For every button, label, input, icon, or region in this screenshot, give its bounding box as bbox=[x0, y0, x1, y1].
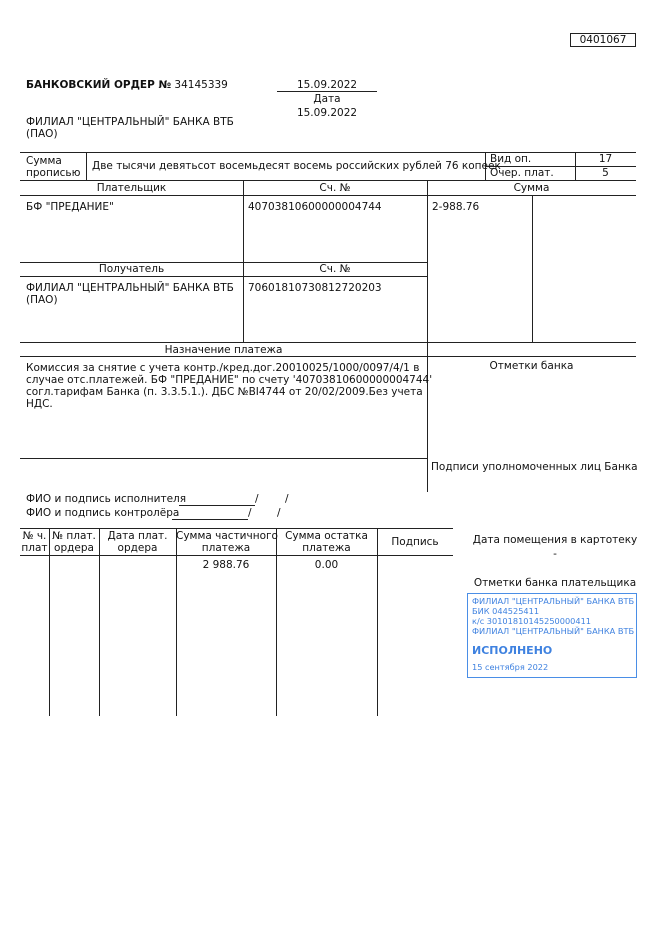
title-label: БАНКОВСКИЙ ОРДЕР № bbox=[26, 79, 172, 91]
grid-line bbox=[20, 555, 453, 556]
grid-line bbox=[20, 528, 453, 529]
header-line: платежа bbox=[302, 542, 351, 554]
purpose-header: Назначение платежа bbox=[164, 344, 283, 356]
grid-line bbox=[20, 180, 636, 181]
amount-words-value: Две тысячи девятьсот восемьдесят восемь российских рублей 76 копеек bbox=[92, 160, 501, 172]
priority-value: 5 bbox=[602, 167, 609, 179]
col-header-part-no bbox=[20, 530, 49, 554]
executor-signature bbox=[26, 493, 186, 505]
stamp-bank-name-2: ФИЛИАЛ "ЦЕНТРАЛЬНЫЙ" БАНКА ВТБ bbox=[472, 626, 635, 636]
controller-signature bbox=[26, 507, 179, 519]
grid-line bbox=[99, 528, 100, 716]
col-header-order-date bbox=[99, 530, 176, 554]
op-type-value: 17 bbox=[598, 153, 613, 165]
cell-remainder: 0.00 bbox=[314, 559, 339, 571]
bank-name-line1: ФИЛИАЛ "ЦЕНТРАЛЬНЫЙ" БАНКА ВТБ bbox=[26, 116, 234, 128]
bank-signatures-label: Подписи уполномоченных лиц Банка bbox=[431, 461, 638, 473]
col-header-order-no bbox=[49, 530, 99, 554]
header-line: Сумма остатка bbox=[285, 530, 368, 542]
grid-line bbox=[86, 152, 87, 180]
date-value: 15.09.2022 bbox=[296, 79, 358, 91]
payer-bank-marks-label: Отметки банка плательщика bbox=[473, 577, 637, 589]
recipient-name-line1: ФИЛИАЛ "ЦЕНТРАЛЬНЫЙ" БАНКА ВТБ bbox=[26, 282, 234, 294]
bank-name-line2: (ПАО) bbox=[26, 128, 58, 140]
slash: / bbox=[277, 507, 281, 519]
col-header-partial-sum bbox=[176, 530, 276, 554]
grid-line bbox=[20, 458, 427, 459]
recipient-account: 70601810730812720203 bbox=[248, 282, 382, 294]
grid-line bbox=[532, 195, 533, 342]
executor-label: ФИО и подпись исполнителя bbox=[26, 493, 187, 505]
form-code: 0401067 bbox=[570, 33, 636, 47]
grid-line bbox=[20, 356, 636, 357]
payer-account-header: Сч. № bbox=[319, 182, 351, 194]
slash: / bbox=[248, 507, 252, 519]
date-second: 15.09.2022 bbox=[296, 107, 358, 119]
amount-words-label-2: прописью bbox=[26, 167, 81, 179]
bank-marks-label: Отметки банка bbox=[489, 360, 574, 372]
payer-header: Плательщик bbox=[96, 182, 167, 194]
recipient-header: Получатель bbox=[98, 263, 165, 275]
grid-line bbox=[20, 276, 427, 277]
filing-value: - bbox=[553, 548, 557, 560]
slash: / bbox=[285, 493, 289, 505]
purpose-line: Комиссия за снятие с учета контр./кред.дог.20010025/1000/0097/4/1 в bbox=[26, 362, 420, 374]
recipient-account-header: Сч. № bbox=[319, 263, 351, 275]
date-label: Дата bbox=[313, 93, 341, 105]
stamp-bik: БИК 044525411 bbox=[472, 606, 540, 616]
purpose-line: согл.тарифам Банка (п. 3.3.5.1.). ДБС №BI4744 от 20/02/2009.Без учета bbox=[26, 386, 423, 398]
grid-line bbox=[20, 342, 636, 343]
grid-line bbox=[176, 528, 177, 716]
controller-signature-line[interactable] bbox=[172, 519, 248, 520]
grid-line bbox=[20, 152, 636, 153]
grid-line bbox=[276, 528, 277, 716]
grid-line bbox=[427, 180, 428, 492]
grid-line bbox=[20, 195, 636, 196]
sum-value: 2-988.76 bbox=[432, 201, 480, 213]
recipient-name-line2: (ПАО) bbox=[26, 294, 58, 306]
op-type-label: Вид оп. bbox=[490, 153, 532, 165]
col-header-signature: Подпись bbox=[391, 536, 439, 548]
col-header-remainder bbox=[276, 530, 377, 554]
header-line: плат bbox=[21, 542, 48, 554]
sum-header: Сумма bbox=[513, 182, 550, 194]
payer-name: БФ "ПРЕДАНИЕ" bbox=[26, 201, 114, 213]
slash: / bbox=[255, 493, 259, 505]
grid-line bbox=[243, 180, 244, 342]
grid-line bbox=[49, 528, 50, 716]
header-line: ордера bbox=[117, 542, 158, 554]
payer-account: 40703810600000004744 bbox=[248, 201, 382, 213]
bank-stamp bbox=[467, 593, 637, 678]
grid-line bbox=[377, 528, 378, 716]
header-line: № ч. bbox=[22, 530, 47, 542]
header-line: Дата плат. bbox=[107, 530, 168, 542]
header-line: № плат. bbox=[52, 530, 96, 542]
priority-label: Очер. плат. bbox=[490, 167, 554, 179]
document-title bbox=[26, 79, 228, 91]
filing-label: Дата помещения в картотеку bbox=[472, 534, 638, 546]
header-line: платежа bbox=[201, 542, 251, 554]
date-underline bbox=[277, 91, 377, 92]
header-line: Сумма частичного bbox=[176, 530, 278, 542]
amount-words-label-1: Сумма bbox=[26, 155, 62, 167]
controller-label: ФИО и подпись контролёра bbox=[26, 507, 180, 519]
stamp-date: 15 сентября 2022 bbox=[472, 662, 549, 672]
stamp-status: ИСПОЛНЕНО bbox=[472, 644, 553, 657]
executor-signature-line[interactable] bbox=[179, 505, 255, 506]
purpose-line: НДС. bbox=[26, 398, 53, 410]
order-number: 34145339 bbox=[174, 79, 228, 91]
cell-partial-sum: 2 988.76 bbox=[202, 559, 250, 571]
header-line: ордера bbox=[54, 542, 94, 554]
stamp-corr-account: к/с 30101810145250000411 bbox=[472, 616, 591, 626]
stamp-bank-name: ФИЛИАЛ "ЦЕНТРАЛЬНЫЙ" БАНКА ВТБ bbox=[472, 596, 635, 606]
purpose-line: случае отс.платежей. БФ "ПРЕДАНИЕ" по счету '40703810600000004744' bbox=[26, 374, 433, 386]
